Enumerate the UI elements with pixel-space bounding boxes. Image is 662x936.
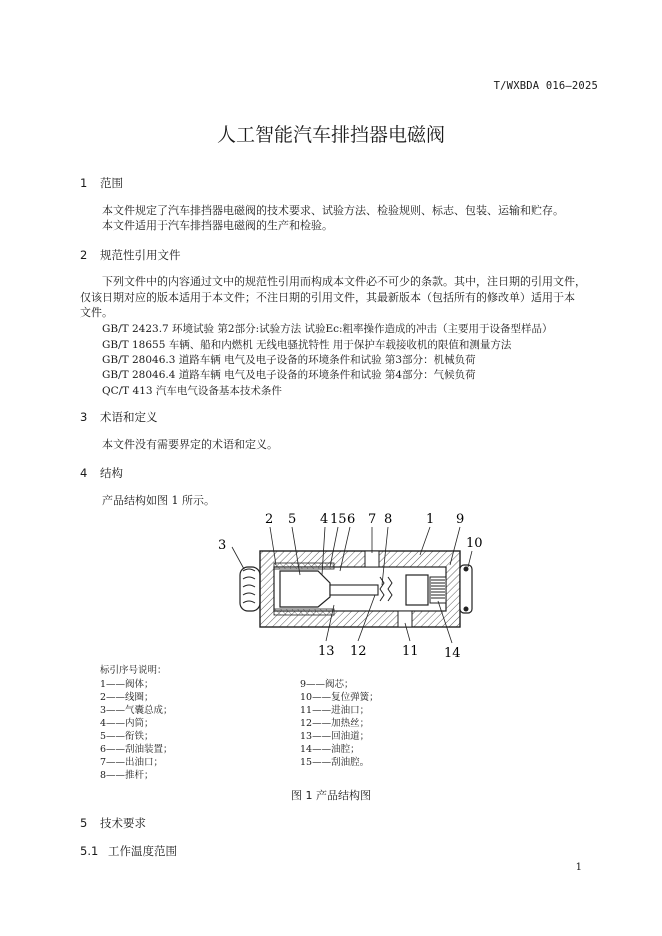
legend-item: 8——推杆； bbox=[100, 770, 154, 781]
section-title: 结构 bbox=[100, 466, 123, 480]
push-rod bbox=[330, 585, 378, 595]
product-structure-figure bbox=[210, 505, 490, 665]
return-spring bbox=[430, 577, 446, 603]
legend-item: 3——气囊总成； bbox=[100, 705, 173, 716]
section-2-intro-line-3: 文件。 bbox=[80, 306, 113, 319]
legend-item: 15——刮油腔。 bbox=[300, 757, 370, 768]
callout-5: 5 bbox=[288, 512, 297, 527]
callout-11: 11 bbox=[402, 644, 419, 659]
section-number: 4 bbox=[80, 466, 88, 480]
callout-6: 6 bbox=[347, 512, 356, 527]
coil bbox=[274, 563, 334, 569]
valve-core bbox=[406, 575, 428, 605]
section-number: 3 bbox=[80, 410, 88, 424]
legend-item: 2——线圈； bbox=[100, 692, 154, 703]
section-title: 工作温度范围 bbox=[108, 844, 177, 858]
reference-item: GB/T 18655 车辆、船和内燃机 无线电骚扰特性 用于保护车载接收机的限值和测量方法 bbox=[102, 339, 512, 351]
section-1-paragraph-1: 本文件规定了汽车排挡器电磁阀的技术要求、试验方法、检验规则、标志、包装、运输和贮存。 bbox=[102, 204, 564, 217]
section-5-1-heading bbox=[80, 843, 177, 859]
air-bag-assembly bbox=[240, 567, 260, 611]
section-title: 技术要求 bbox=[100, 816, 146, 830]
callout-10: 10 bbox=[466, 536, 483, 551]
callout-4: 4 bbox=[320, 512, 329, 527]
seal-dot bbox=[464, 607, 469, 612]
callout-12: 12 bbox=[350, 644, 367, 659]
reference-item: GB/T 2423.7 环境试验 第2部分:试验方法 试验Ec:粗率操作造成的冲击（主要用于设备型样品） bbox=[102, 323, 553, 335]
section-2-intro-line-2: 仅该日期对应的版本适用于本文件；不注日期的引用文件，其最新版本（包括所有的修改单）适用于本 bbox=[80, 291, 575, 304]
legend-item: 12——加热丝； bbox=[300, 718, 370, 729]
callout-14: 14 bbox=[444, 646, 461, 661]
seal-dot bbox=[464, 567, 469, 572]
legend-item: 10——复位弹簧； bbox=[300, 692, 379, 703]
legend-item: 4——内筒； bbox=[100, 718, 154, 729]
legend-item: 7——出油口； bbox=[100, 757, 164, 768]
section-1-paragraph-2: 本文件适用于汽车排挡器电磁阀的生产和检验。 bbox=[102, 219, 333, 232]
section-title: 范围 bbox=[100, 176, 123, 190]
legend-title: 标引序号说明： bbox=[100, 665, 167, 676]
legend-item: 1——阀体； bbox=[100, 679, 154, 690]
legend-item: 13——回油道； bbox=[300, 731, 370, 742]
section-number: 2 bbox=[80, 248, 88, 262]
section-2-heading bbox=[80, 247, 181, 263]
reference-item: QC/T 413 汽车电气设备基本技术条件 bbox=[102, 385, 282, 397]
section-title: 术语和定义 bbox=[100, 410, 158, 424]
legend-item: 5——衔铁； bbox=[100, 731, 154, 742]
legend-item: 9——阀芯； bbox=[300, 679, 354, 690]
section-1-heading bbox=[80, 175, 123, 191]
section-3-heading bbox=[80, 409, 158, 425]
section-5-heading bbox=[80, 815, 146, 831]
legend-item: 11——进油口； bbox=[300, 705, 370, 716]
armature bbox=[280, 571, 330, 607]
section-number: 5.1 bbox=[80, 844, 99, 858]
page-number: 1 bbox=[575, 862, 582, 873]
section-number: 1 bbox=[80, 176, 88, 190]
callout-7: 7 bbox=[368, 512, 377, 527]
callout-15: 15 bbox=[330, 512, 347, 527]
section-2-intro-line-1: 下列文件中的内容通过文中的规范性引用而构成本文件必不可少的条款。其中，注日期的引用文件， bbox=[102, 275, 586, 288]
section-number: 5 bbox=[80, 816, 88, 830]
reference-item: GB/T 28046.4 道路车辆 电气及电子设备的环境条件和试验 第4部分：气候负荷 bbox=[102, 369, 476, 381]
callout-9: 9 bbox=[456, 512, 465, 527]
legend-item: 14——油腔； bbox=[300, 744, 360, 755]
document-title: 人工智能汽车排挡器电磁阀 bbox=[216, 124, 445, 146]
section-4-paragraph: 产品结构如图 1 所示。 bbox=[102, 494, 215, 507]
callout-1: 1 bbox=[426, 512, 435, 527]
end-cap bbox=[460, 565, 472, 613]
figure-caption: 图 1 产品结构图 bbox=[291, 789, 371, 802]
coil bbox=[274, 609, 334, 615]
callout-8: 8 bbox=[384, 512, 393, 527]
section-title: 规范性引用文件 bbox=[100, 248, 181, 262]
document-code: T/WXBDA 016—2025 bbox=[493, 80, 598, 92]
legend-item: 6——刮油装置； bbox=[100, 744, 173, 755]
callout-3: 3 bbox=[218, 538, 227, 553]
section-3-paragraph: 本文件没有需要界定的术语和定义。 bbox=[102, 438, 278, 451]
callout-2: 2 bbox=[265, 512, 274, 527]
callout-13: 13 bbox=[318, 644, 335, 659]
reference-item: GB/T 28046.3 道路车辆 电气及电子设备的环境条件和试验 第3部分：机械负荷 bbox=[102, 354, 476, 366]
section-4-heading bbox=[80, 465, 123, 481]
